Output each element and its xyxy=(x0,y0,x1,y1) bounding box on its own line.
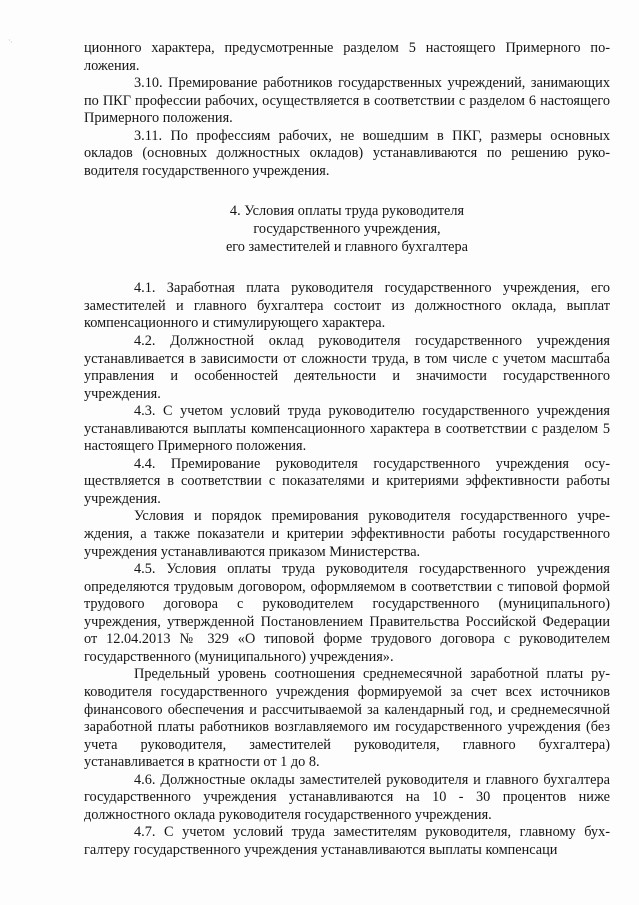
paragraph-3-10: 3.10. Премирование работников государственных учреждений, занимающих по ПКГ профессии рабочих, осуществляется в соответствии с разделом 6 настоящего Примерного положения. xyxy=(84,75,610,127)
paragraph-4-4: 4.4. Премирование руководителя государственного учреждения осуществляется в соответствии с показателями и критериями эффективности работы учреждения. xyxy=(84,455,610,507)
paragraph-4-3: 4.3. С учетом условий труда руководителю государственного учреждения устанавливаются выплаты компенсационного характера в соответствии с разделом 5 настоящего Примерного положения. xyxy=(84,403,610,455)
paragraph-4-6: 4.6. Должностные оклады заместителей руководителя и главного бухгалтера государственного учреждения устанавливаются на 10 - 30 процентов ниже должностного оклада руководителя государственного учреждения. xyxy=(84,771,610,823)
paragraph-4-4-conditions: Условия и порядок премирования руководителя государственного учреждения, а также показатели и критерии эффективности работы государственного учреждения устанавливаются приказом Министерства. xyxy=(84,508,610,560)
paragraph-4-5-ratio: Предельный уровень соотношения среднемесячной заработной платы руководителя государственного учреждения формируемой за счет всех источников финансового обеспечения и рассчитываемой за календарный год, и среднемесячной заработной платы работников возглавляемого им государственного учреждения (без учета руководителя, заместителей руководителя, главного бухгалтера) устанавливается в кратности от 1 до 8. xyxy=(84,666,610,771)
document-body xyxy=(84,40,610,859)
scan-artifact: · xyxy=(10,38,13,47)
paragraph-3-11: 3.11. По профессиям рабочих, не вошедшим в ПКГ, размеры основных окладов (основных должностных окладов) устанавливаются по решению руководителя государственного учреждения. xyxy=(84,127,610,179)
paragraph-4-5: 4.5. Условия оплаты труда руководителя государственного учреждения определяются трудовым договором, оформляемом в соответствии с типовой формой трудового договора с руководителем государственного (муниципального) учреждения, утвержденной Постановлением Правительства Российской Федерации от 12.04.2013 № 329 «О типовой форме трудового договора с руководителем государственного (муниципального) учреждения». xyxy=(84,561,610,665)
paragraph-4-1: 4.1. Заработная плата руководителя государственного учреждения, его заместителей и главного бухгалтера состоит из должностного оклада, выплат компенсационного и стимулирующего характера. xyxy=(84,280,610,332)
paragraph-continuation: ционного характера, предусмотренные разделом 5 настоящего Примерного положения. xyxy=(84,40,610,74)
paragraph-4-2: 4.2. Должностной оклад руководителя государственного учреждения устанавливается в зависимости от сложности труда, в том числе с учетом масштаба управления и особенностей деятельности и значимости государственного учреждения. xyxy=(84,333,610,402)
section-heading-line: государственного учреждения, xyxy=(253,221,441,238)
paragraph-4-7: 4.7. С учетом условий труда заместителям руководителя, главному бухгалтеру государственного учреждения устанавливаются выплаты компенсаци xyxy=(84,824,610,858)
scan-artifact: · xyxy=(8,36,11,45)
section-heading-line: 4. Условия оплаты труда руководителя xyxy=(229,203,465,220)
section-heading-line: его заместителей и главного бухгалтера xyxy=(225,239,469,256)
section-heading xyxy=(84,202,610,256)
